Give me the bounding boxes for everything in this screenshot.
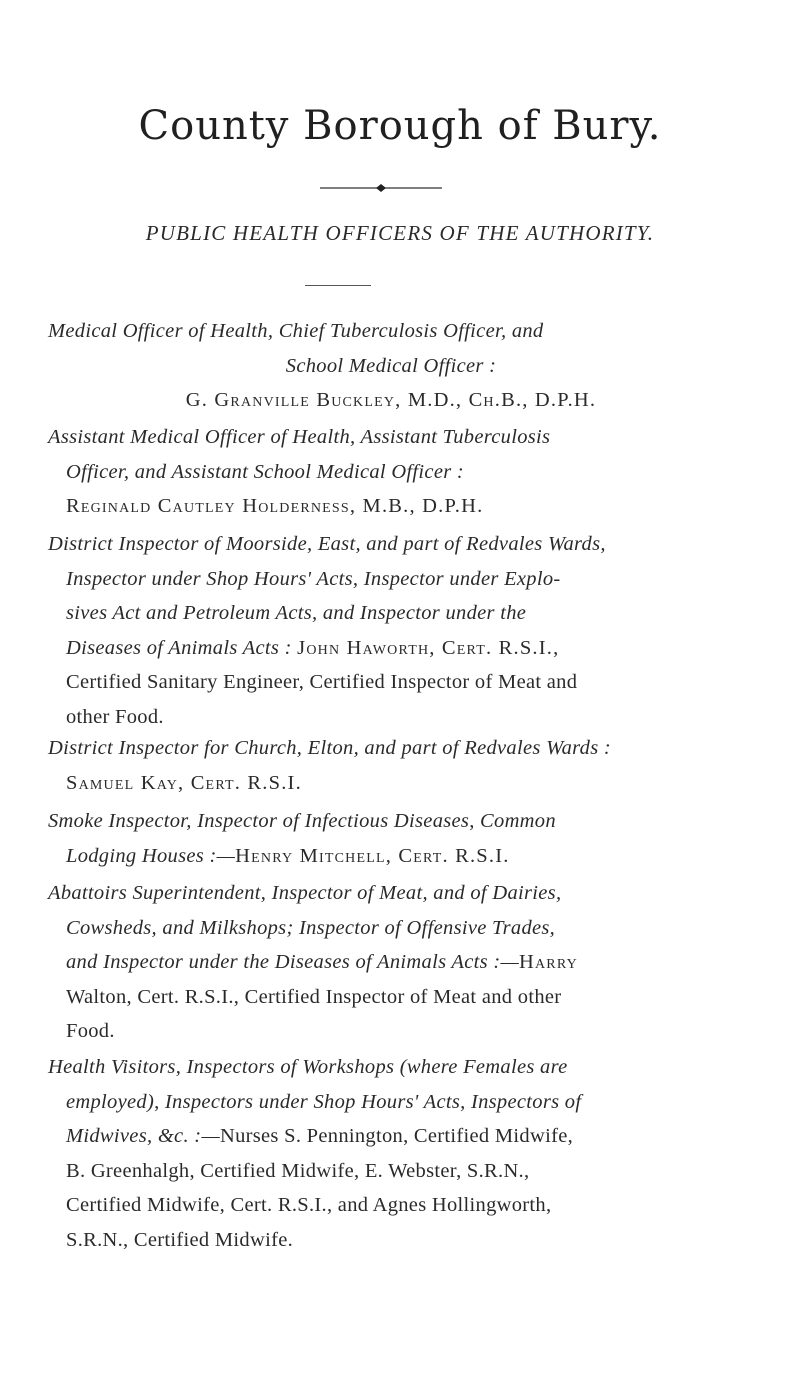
role-text: Medical Officer of Health, Chief Tuberculosis Officer, and bbox=[48, 320, 544, 342]
role-text: Officer, and Assistant School Medical Officer : bbox=[66, 460, 465, 483]
officer-name: John Haworth, Cert. R.S.I., bbox=[297, 636, 560, 659]
role-text: Cowsheds, and Milkshops; Inspector of Offensive Trades, bbox=[66, 916, 556, 939]
officer-names: Nurses S. Pennington, Certified Midwife, bbox=[219, 1125, 574, 1148]
role-text: Lodging Houses :— bbox=[66, 844, 236, 867]
role-text: Assistant Medical Officer of Health, Assistant Tuberculosis bbox=[48, 426, 551, 448]
role-text: Abattoirs Superintendent, Inspector of Meat, and of Dairies, bbox=[48, 882, 562, 904]
officer-name-continued: Walton, Cert. R.S.I., Certified Inspector of Meat and other bbox=[66, 985, 562, 1008]
role-text: Midwives, &c. :— bbox=[66, 1125, 220, 1148]
diamond-icon bbox=[376, 184, 386, 192]
role-text: Smoke Inspector, Inspector of Infectious Diseases, Common bbox=[48, 810, 556, 832]
officer-entry-district-inspector-church bbox=[48, 731, 758, 800]
role-text: Inspector under Shop Hours' Acts, Inspector under Explo- bbox=[66, 567, 561, 590]
officer-name: Henry Mitchell, Cert. R.S.I. bbox=[235, 844, 510, 867]
page-title: County Borough of Bury. bbox=[138, 103, 662, 149]
qualification-text: other Food. bbox=[66, 705, 164, 728]
officer-names: B. Greenhalgh, Certified Midwife, E. Webster, S.R.N., bbox=[66, 1159, 530, 1182]
role-text: School Medical Officer : bbox=[285, 354, 497, 377]
role-text: sives Act and Petroleum Acts, and Inspector under the bbox=[66, 602, 527, 625]
officer-entry-assistant-medical-officer bbox=[48, 420, 758, 524]
officer-entry-district-inspector-moorside bbox=[48, 527, 758, 735]
qualification-text: Food. bbox=[66, 1020, 115, 1043]
officer-entry-smoke-inspector bbox=[48, 804, 758, 873]
officer-name: Harry bbox=[518, 951, 578, 974]
officer-name: Reginald Cautley Holderness, M.B., D.P.H. bbox=[66, 495, 484, 518]
role-text: District Inspector of Moorside, East, and part of Redvales Wards, bbox=[48, 533, 606, 555]
officer-entry-medical-officer bbox=[48, 314, 758, 418]
officer-entry-health-visitors bbox=[48, 1050, 758, 1258]
role-text: Diseases of Animals Acts : bbox=[66, 636, 292, 659]
role-text: District Inspector for Church, Elton, and part of Redvales Wards : bbox=[48, 737, 612, 759]
qualification-text: Certified Sanitary Engineer, Certified Inspector of Meat and bbox=[66, 671, 578, 694]
section-heading: PUBLIC HEALTH OFFICERS OF THE AUTHORITY. bbox=[145, 221, 655, 245]
role-text: employed), Inspectors under Shop Hours' Acts, Inspectors of bbox=[66, 1090, 582, 1113]
role-text: Health Visitors, Inspectors of Workshops (where Females are bbox=[48, 1056, 568, 1078]
officer-name: G. Granville Buckley, M.D., Ch.B., D.P.H. bbox=[185, 389, 597, 412]
heading-rule bbox=[305, 285, 371, 286]
officer-name: Samuel Kay, Cert. R.S.I. bbox=[66, 771, 302, 794]
officer-names: Certified Midwife, Cert. R.S.I., and Agnes Hollingworth, bbox=[66, 1194, 552, 1217]
qualification-text: S.R.N., Certified Midwife. bbox=[66, 1228, 294, 1251]
divider-ornament bbox=[320, 183, 442, 193]
role-text: and Inspector under the Diseases of Animals Acts :— bbox=[66, 951, 519, 974]
officer-entry-abattoirs-superintendent bbox=[48, 876, 758, 1049]
